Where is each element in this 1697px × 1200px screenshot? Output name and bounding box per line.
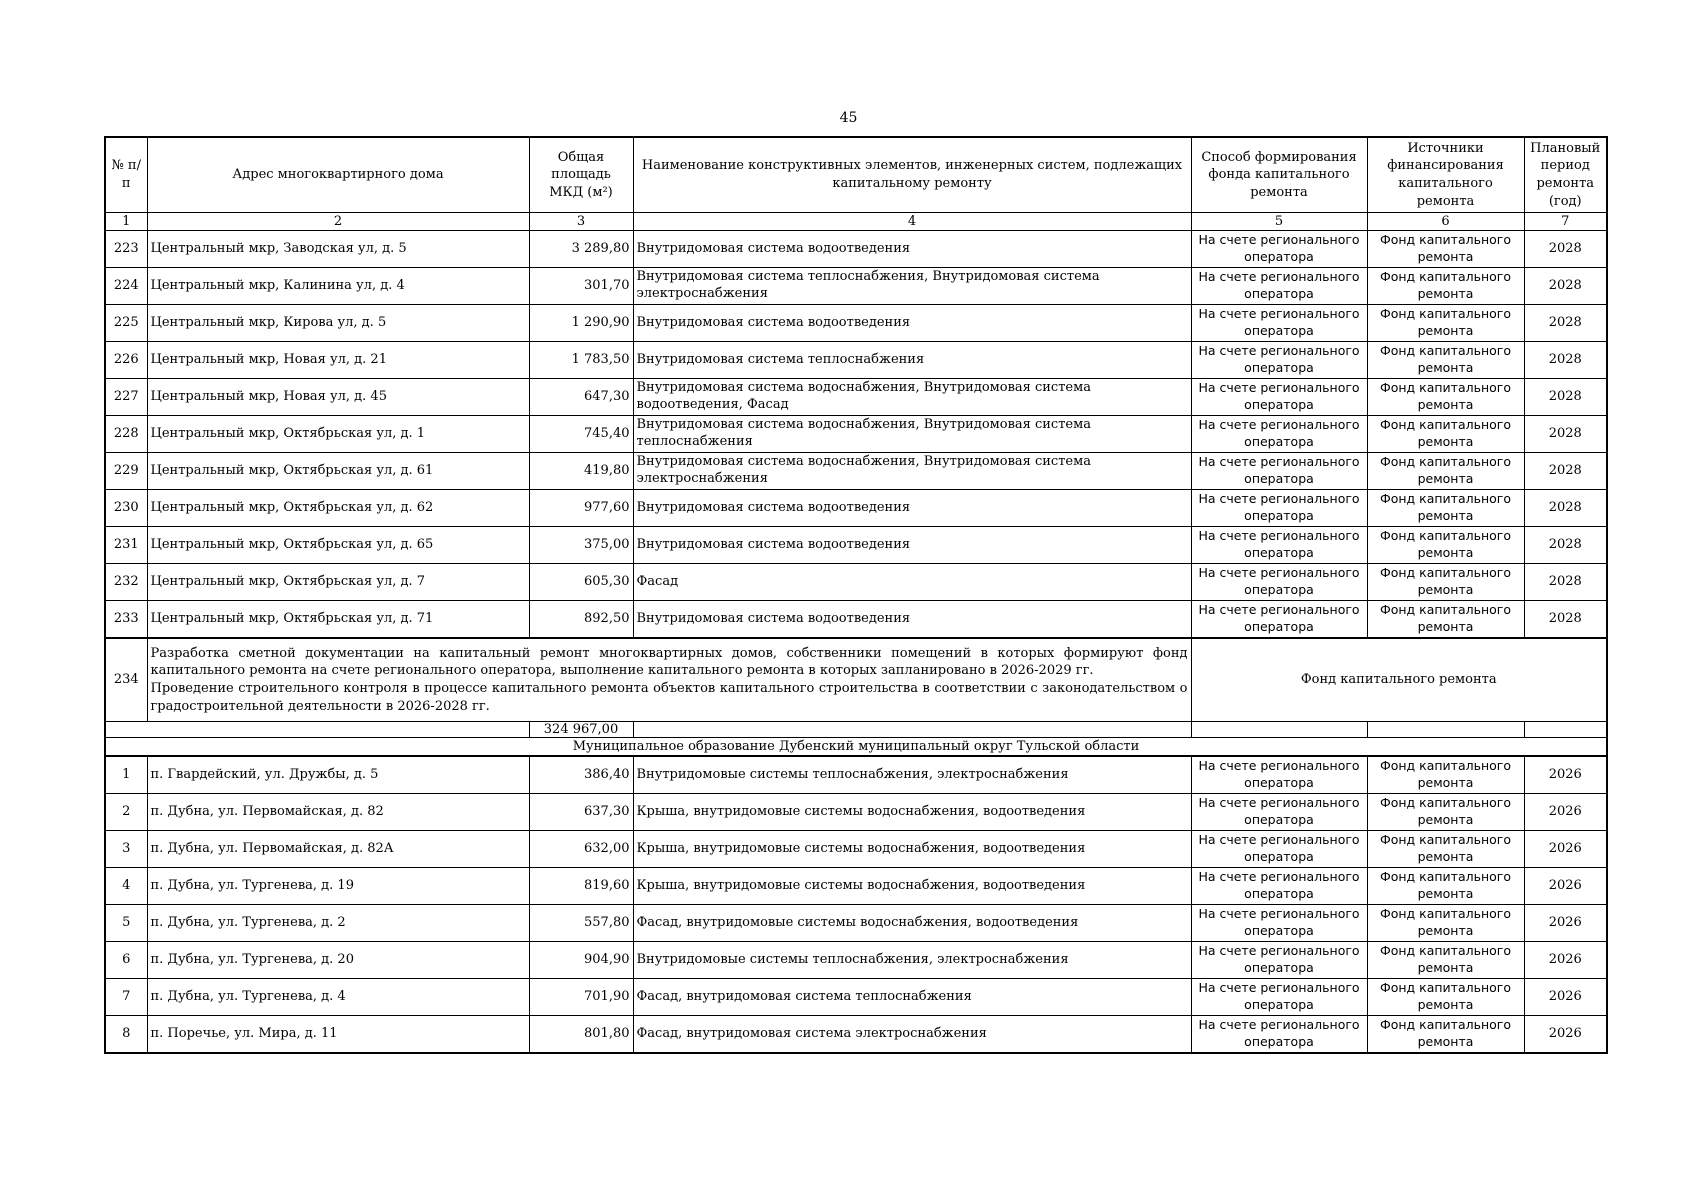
development-text-1: Разработка сметной документации на капитальный ремонт многоквартирных домов, собственники помещений в которых формируют фонд капитального ремонта на счете регионального оператора, выполнение капитального ремонта в которых запланировано в 2026-2029 гг.	[150, 645, 1188, 679]
row-number: 234	[105, 638, 147, 722]
row-number: 230	[105, 490, 147, 527]
header-elements: Наименование конструктивных элементов, инженерных систем, подлежащих капитальному ремонту	[633, 137, 1191, 213]
development-source: Фонд капитального ремонта	[1191, 638, 1607, 722]
fund-method-cell: На счете регионального оператора	[1191, 231, 1367, 268]
column-index: 3	[529, 213, 633, 231]
elements-cell: Крыша, внутридомовые системы водоснабжения, водоотведения	[633, 831, 1191, 868]
row-number: 3	[105, 831, 147, 868]
area-cell: 904,90	[529, 942, 633, 979]
fund-method-cell: На счете регионального оператора	[1191, 527, 1367, 564]
table-row	[105, 453, 1607, 490]
elements-cell: Внутридомовая система водоотведения	[633, 527, 1191, 564]
table-body-b	[105, 756, 1607, 1053]
address-cell: п. Дубна, ул. Первомайская, д. 82А	[147, 831, 529, 868]
area-cell: 647,30	[529, 379, 633, 416]
column-index: 4	[633, 213, 1191, 231]
year-cell: 2028	[1524, 342, 1607, 379]
address-cell: Центральный мкр, Октябрьская ул, д. 1	[147, 416, 529, 453]
fund-method-cell: На счете регионального оператора	[1191, 379, 1367, 416]
source-cell: Фонд капитального ремонта	[1367, 831, 1524, 868]
table-row	[105, 942, 1607, 979]
page-number: 45	[839, 110, 858, 126]
fund-method-cell: На счете регионального оператора	[1191, 305, 1367, 342]
table-row	[105, 342, 1607, 379]
elements-cell: Внутридомовые системы теплоснабжения, электроснабжения	[633, 756, 1191, 794]
source-cell: Фонд капитального ремонта	[1367, 756, 1524, 794]
area-cell: 892,50	[529, 601, 633, 639]
source-cell: Фонд капитального ремонта	[1367, 379, 1524, 416]
row-number: 6	[105, 942, 147, 979]
year-cell: 2028	[1524, 268, 1607, 305]
table-row	[105, 905, 1607, 942]
table-body-summary	[105, 638, 1607, 756]
total-area: 324 967,00	[529, 722, 633, 738]
table-row	[105, 756, 1607, 794]
source-cell: Фонд капитального ремонта	[1367, 942, 1524, 979]
year-cell: 2028	[1524, 416, 1607, 453]
address-cell: п. Поречье, ул. Мира, д. 11	[147, 1016, 529, 1054]
source-cell: Фонд капитального ремонта	[1367, 268, 1524, 305]
column-index: 1	[105, 213, 147, 231]
year-cell: 2026	[1524, 942, 1607, 979]
table-row	[105, 416, 1607, 453]
year-cell: 2028	[1524, 564, 1607, 601]
source-cell: Фонд капитального ремонта	[1367, 305, 1524, 342]
area-cell: 1 783,50	[529, 342, 633, 379]
elements-cell: Внутридомовая система водоотведения	[633, 305, 1191, 342]
source-cell: Фонд капитального ремонта	[1367, 905, 1524, 942]
fund-method-cell: На счете регионального оператора	[1191, 942, 1367, 979]
column-index: 2	[147, 213, 529, 231]
fund-method-cell: На счете регионального оператора	[1191, 756, 1367, 794]
source-cell: Фонд капитального ремонта	[1367, 979, 1524, 1016]
row-number: 224	[105, 268, 147, 305]
area-cell: 819,60	[529, 868, 633, 905]
address-cell: Центральный мкр, Октябрьская ул, д. 7	[147, 564, 529, 601]
total-empty-cell	[1524, 722, 1607, 738]
row-number: 5	[105, 905, 147, 942]
row-number: 7	[105, 979, 147, 1016]
area-cell: 977,60	[529, 490, 633, 527]
year-cell: 2026	[1524, 905, 1607, 942]
source-cell: Фонд капитального ремонта	[1367, 868, 1524, 905]
fund-method-cell: На счете регионального оператора	[1191, 868, 1367, 905]
area-cell: 3 289,80	[529, 231, 633, 268]
header-period: Плановый период ремонта (год)	[1524, 137, 1607, 213]
fund-method-cell: На счете регионального оператора	[1191, 268, 1367, 305]
year-cell: 2028	[1524, 379, 1607, 416]
address-cell: Центральный мкр, Калинина ул, д. 4	[147, 268, 529, 305]
address-cell: Центральный мкр, Новая ул, д. 45	[147, 379, 529, 416]
area-cell: 632,00	[529, 831, 633, 868]
fund-method-cell: На счете регионального оператора	[1191, 453, 1367, 490]
area-cell: 801,80	[529, 1016, 633, 1054]
row-number: 232	[105, 564, 147, 601]
fund-method-cell: На счете регионального оператора	[1191, 1016, 1367, 1054]
address-cell: п. Дубна, ул. Тургенева, д. 2	[147, 905, 529, 942]
table-row	[105, 979, 1607, 1016]
row-number: 228	[105, 416, 147, 453]
year-cell: 2026	[1524, 794, 1607, 831]
fund-method-cell: На счете регионального оператора	[1191, 979, 1367, 1016]
fund-method-cell: На счете регионального оператора	[1191, 416, 1367, 453]
address-cell: Центральный мкр, Заводская ул, д. 5	[147, 231, 529, 268]
table-row	[105, 831, 1607, 868]
header-fund-method: Способ формирования фонда капитального ремонта	[1191, 137, 1367, 213]
address-cell: Центральный мкр, Кирова ул, д. 5	[147, 305, 529, 342]
source-cell: Фонд капитального ремонта	[1367, 416, 1524, 453]
year-cell: 2026	[1524, 756, 1607, 794]
elements-cell: Крыша, внутридомовые системы водоснабжения, водоотведения	[633, 794, 1191, 831]
development-row	[105, 638, 1607, 722]
column-index: 5	[1191, 213, 1367, 231]
address-cell: Центральный мкр, Новая ул, д. 21	[147, 342, 529, 379]
row-number: 225	[105, 305, 147, 342]
elements-cell: Внутридомовая система теплоснабжения, Внутридомовая система электроснабжения	[633, 268, 1191, 305]
year-cell: 2028	[1524, 231, 1607, 268]
header-row	[105, 137, 1607, 213]
source-cell: Фонд капитального ремонта	[1367, 342, 1524, 379]
area-cell: 701,90	[529, 979, 633, 1016]
elements-cell: Крыша, внутридомовые системы водоснабжения, водоотведения	[633, 868, 1191, 905]
fund-method-cell: На счете регионального оператора	[1191, 794, 1367, 831]
table-row	[105, 794, 1607, 831]
elements-cell: Внутридомовая система водоснабжения, Внутридомовая система электроснабжения	[633, 453, 1191, 490]
total-empty-cell	[633, 722, 1191, 738]
source-cell: Фонд капитального ремонта	[1367, 453, 1524, 490]
table-row	[105, 490, 1607, 527]
year-cell: 2026	[1524, 1016, 1607, 1054]
development-description	[147, 638, 1191, 722]
source-cell: Фонд капитального ремонта	[1367, 794, 1524, 831]
year-cell: 2026	[1524, 979, 1607, 1016]
area-cell: 386,40	[529, 756, 633, 794]
source-cell: Фонд капитального ремонта	[1367, 527, 1524, 564]
address-cell: Центральный мкр, Октябрьская ул, д. 62	[147, 490, 529, 527]
fund-method-cell: На счете регионального оператора	[1191, 601, 1367, 639]
address-cell: Центральный мкр, Октябрьская ул, д. 61	[147, 453, 529, 490]
address-cell: п. Дубна, ул. Тургенева, д. 19	[147, 868, 529, 905]
header-area: Общая площадь МКД (м²)	[529, 137, 633, 213]
table-row	[105, 379, 1607, 416]
source-cell: Фонд капитального ремонта	[1367, 231, 1524, 268]
elements-cell: Внутридомовая система водоотведения	[633, 601, 1191, 639]
elements-cell: Внутридомовая система водоснабжения, Внутридомовая система водоотведения, Фасад	[633, 379, 1191, 416]
elements-cell: Фасад, внутридомовые системы водоснабжения, водоотведения	[633, 905, 1191, 942]
table-body-a	[105, 231, 1607, 639]
section-row	[105, 738, 1607, 757]
address-cell: п. Гвардейский, ул. Дружбы, д. 5	[147, 756, 529, 794]
table-row	[105, 868, 1607, 905]
address-cell: п. Дубна, ул. Тургенева, д. 20	[147, 942, 529, 979]
fund-method-cell: На счете регионального оператора	[1191, 342, 1367, 379]
area-cell: 1 290,90	[529, 305, 633, 342]
source-cell: Фонд капитального ремонта	[1367, 601, 1524, 639]
area-cell: 557,80	[529, 905, 633, 942]
fund-method-cell: На счете регионального оператора	[1191, 905, 1367, 942]
row-number: 227	[105, 379, 147, 416]
row-number: 231	[105, 527, 147, 564]
total-empty-cell	[1367, 722, 1524, 738]
capital-repair-table	[104, 136, 1608, 1054]
row-number: 4	[105, 868, 147, 905]
area-cell: 637,30	[529, 794, 633, 831]
area-cell: 605,30	[529, 564, 633, 601]
elements-cell: Фасад, внутридомовая система электроснабжения	[633, 1016, 1191, 1054]
table-row	[105, 601, 1607, 639]
total-label-cell	[105, 722, 529, 738]
area-cell: 301,70	[529, 268, 633, 305]
address-cell: п. Дубна, ул. Тургенева, д. 4	[147, 979, 529, 1016]
source-cell: Фонд капитального ремонта	[1367, 1016, 1524, 1054]
elements-cell: Фасад, внутридомовая система теплоснабжения	[633, 979, 1191, 1016]
year-cell: 2028	[1524, 527, 1607, 564]
elements-cell: Внутридомовая система водоотведения	[633, 231, 1191, 268]
section-title: Муниципальное образование Дубенский муниципальный округ Тульской области	[105, 738, 1607, 757]
source-cell: Фонд капитального ремонта	[1367, 490, 1524, 527]
column-index: 7	[1524, 213, 1607, 231]
total-empty-cell	[1191, 722, 1367, 738]
address-cell: Центральный мкр, Октябрьская ул, д. 71	[147, 601, 529, 639]
elements-cell: Фасад	[633, 564, 1191, 601]
header-number: № п/п	[105, 137, 147, 213]
table-row	[105, 527, 1607, 564]
area-cell: 419,80	[529, 453, 633, 490]
row-number: 1	[105, 756, 147, 794]
table-row	[105, 305, 1607, 342]
source-cell: Фонд капитального ремонта	[1367, 564, 1524, 601]
header-sources: Источники финансирования капитального ремонта	[1367, 137, 1524, 213]
fund-method-cell: На счете регионального оператора	[1191, 490, 1367, 527]
year-cell: 2028	[1524, 453, 1607, 490]
total-row	[105, 722, 1607, 738]
row-number: 2	[105, 794, 147, 831]
header-address: Адрес многоквартирного дома	[147, 137, 529, 213]
address-cell: Центральный мкр, Октябрьская ул, д. 65	[147, 527, 529, 564]
year-cell: 2028	[1524, 601, 1607, 639]
table-row	[105, 268, 1607, 305]
year-cell: 2026	[1524, 868, 1607, 905]
year-cell: 2028	[1524, 305, 1607, 342]
address-cell: п. Дубна, ул. Первомайская, д. 82	[147, 794, 529, 831]
column-index-row	[105, 213, 1607, 231]
elements-cell: Внутридомовая система водоснабжения, Внутридомовая система теплоснабжения	[633, 416, 1191, 453]
year-cell: 2026	[1524, 831, 1607, 868]
elements-cell: Внутридомовая система теплоснабжения	[633, 342, 1191, 379]
area-cell: 375,00	[529, 527, 633, 564]
area-cell: 745,40	[529, 416, 633, 453]
row-number: 223	[105, 231, 147, 268]
row-number: 229	[105, 453, 147, 490]
column-index: 6	[1367, 213, 1524, 231]
table-row	[105, 564, 1607, 601]
development-text-2: Проведение строительного контроля в процессе капитального ремонта объектов капитального строительства в соответствии с законодательством о градостроительной деятельности в 2026-2028 гг.	[150, 681, 1188, 714]
fund-method-cell: На счете регионального оператора	[1191, 831, 1367, 868]
table-row	[105, 231, 1607, 268]
elements-cell: Внутридомовая система водоотведения	[633, 490, 1191, 527]
row-number: 226	[105, 342, 147, 379]
fund-method-cell: На счете регионального оператора	[1191, 564, 1367, 601]
elements-cell: Внутридомовые системы теплоснабжения, электроснабжения	[633, 942, 1191, 979]
row-number: 8	[105, 1016, 147, 1054]
year-cell: 2028	[1524, 490, 1607, 527]
table-row	[105, 1016, 1607, 1054]
row-number: 233	[105, 601, 147, 639]
